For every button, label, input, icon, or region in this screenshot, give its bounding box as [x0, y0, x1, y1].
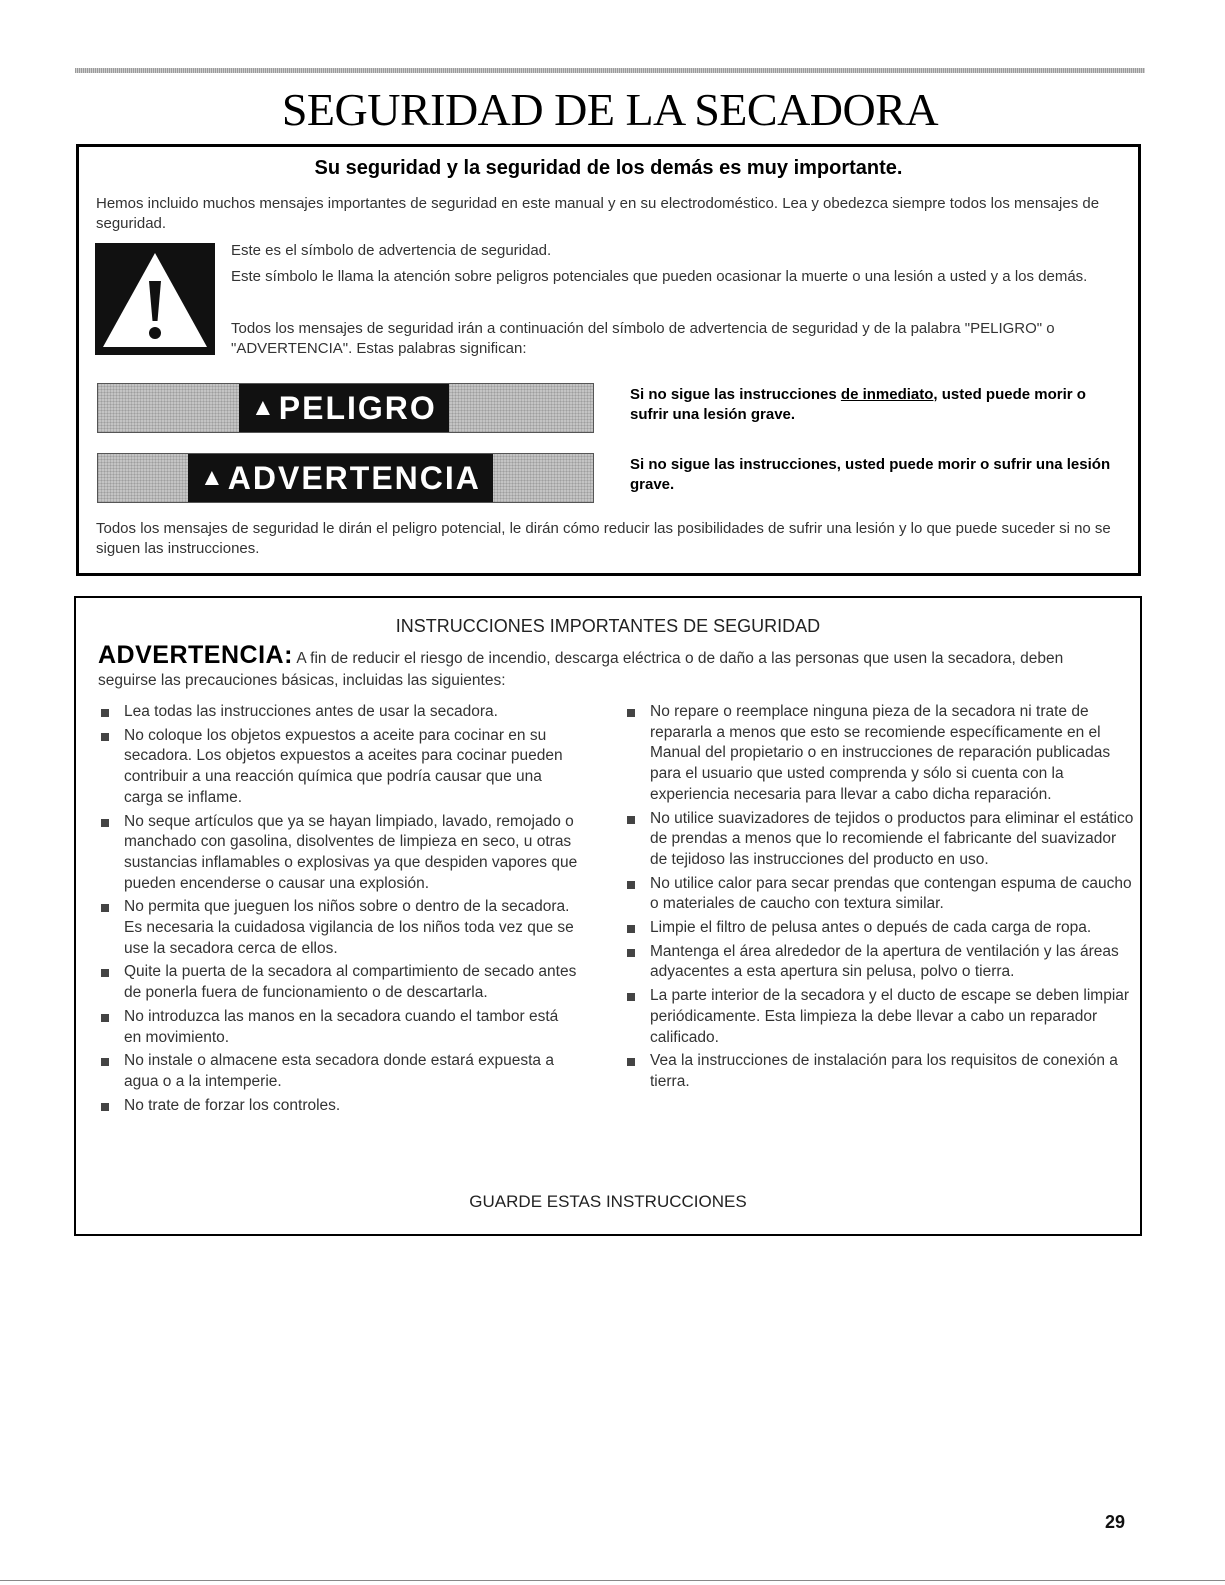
instruction-item [94, 1007, 579, 1048]
symbol-description-2: Este símbolo le llama la atención sobre peligros potenciales que pueden ocasionar la muerte o una lesión a usted y a los demás. [231, 268, 1088, 285]
left-instruction-list [94, 702, 579, 1119]
page-title: SEGURIDAD DE LA SECADORA [281, 84, 939, 135]
peligro-signal-bar [97, 383, 594, 433]
peligro-warning-icon: ▲ [251, 394, 277, 421]
square-bullet-icon [627, 881, 635, 889]
peligro-meaning: Si no sigue las instrucciones de inmediato, usted puede morir o sufrir una lesión grave. [630, 386, 1086, 423]
square-bullet-icon [101, 1103, 109, 1111]
instruction-item [620, 702, 1135, 806]
square-bullet-icon [101, 733, 109, 741]
instruction-text: No utilice suavizadores de tejidos o productos para eliminar el estático de prendas a menos que lo recomiende el fabricante del suavizador de tejidoso las instrucciones del producto en uso. [650, 809, 1134, 868]
advertencia-meaning: Si no sigue las instrucciones, usted puede morir o sufrir una lesión grave. [630, 456, 1111, 493]
instruction-item [94, 962, 579, 1003]
safety-intro: Hemos incluido muchos mensajes importantes de seguridad en este manual y en su electrodoméstico. Lea y obedezca siempre todos los mensajes de seguridad. [96, 195, 1100, 232]
instructions-box [74, 596, 1142, 1236]
square-bullet-icon [627, 1058, 635, 1066]
top-rule [75, 68, 1145, 73]
instruction-text: Quite la puerta de la secadora al compartimiento de secado antes de ponerla fuera de funcionamiento o de descartarla. [124, 963, 577, 1002]
square-bullet-icon [101, 1058, 109, 1066]
square-bullet-icon [101, 819, 109, 827]
square-bullet-icon [627, 816, 635, 824]
right-instruction-list [620, 702, 1135, 1096]
square-bullet-icon [627, 949, 635, 957]
instruction-text: No repare o reemplace ninguna pieza de la secadora ni trate de repararla a menos que esto se recomiende específicamente en el Manual del propietario o en instrucciones de reparación publicadas para el usuario que usted comprenda y sólo si cuenta con la experiencia necesaria para llevar a cabo dicha reparación. [650, 703, 1111, 803]
instruction-text: Limpie el filtro de pelusa antes o depués de cada carga de ropa. [650, 919, 1092, 937]
bottom-rule [0, 1580, 1225, 1581]
instruction-item [620, 1051, 1135, 1092]
instruction-item [620, 918, 1135, 939]
instruction-item [94, 897, 579, 959]
peligro-label: ▲ PELIGRO [239, 384, 449, 432]
warning-triangle-icon [95, 243, 215, 355]
instructions-footer: GUARDE ESTAS INSTRUCCIONES [469, 1192, 747, 1211]
symbol-description-3: Todos los mensajes de seguridad irán a continuación del símbolo de advertencia de seguridad y de la palabra "PELIGRO" o "ADVERTENCIA". Estas palabras significan: [231, 320, 1055, 357]
instruction-item [620, 986, 1135, 1048]
instruction-text: Vea la instrucciones de instalación para los requisitos de conexión a tierra. [650, 1052, 1118, 1090]
instruction-item [94, 812, 579, 895]
instruction-item [620, 942, 1135, 983]
instruction-text: No instale o almacene esta secadora donde estará expuesta a agua o a la intemperie. [124, 1052, 554, 1090]
safety-notice-box [76, 144, 1141, 576]
instruction-item [620, 809, 1135, 871]
square-bullet-icon [101, 904, 109, 912]
advertencia-label: ▲ ADVERTENCIA [188, 454, 493, 502]
advertencia-signal-bar [97, 453, 594, 503]
square-bullet-icon [627, 993, 635, 1001]
symbol-description-1: Este es el símbolo de advertencia de seguridad. [231, 242, 552, 259]
instruction-text: No permita que jueguen los niños sobre o dentro de la secadora. Es necesaria la cuidadosa vigilancia de los niños toda vez que se use la secadora cerca de ellos. [124, 898, 574, 957]
instruction-text: No utilice calor para secar prendas que contengan espuma de caucho o materiales de caucho con textura similar. [650, 874, 1132, 913]
instruction-item [94, 1096, 579, 1117]
instruction-text: Mantenga el área alrededor de la apertura de ventilación y las áreas adyacentes a esta apertura sin pelusa, polvo o tierra. [650, 942, 1119, 981]
instruction-text: La parte interior de la secadora y el ducto de escape se deben limpiar periódicamente. Esta limpieza la debe llevar a cabo un reparador calificado. [650, 987, 1130, 1046]
instruction-text: Lea todas las instrucciones antes de usar la secadora. [124, 703, 498, 720]
safety-closing: Todos los mensajes de seguridad le dirán el peligro potencial, le dirán cómo reducir las posibilidades de sufrir una lesión y lo que puede suceder si no se siguen las instrucciones. [96, 520, 1111, 557]
instruction-text: No introduzca las manos en la secadora cuando el tambor está en movimiento. [124, 1007, 559, 1046]
instruction-text: No seque artículos que ya se hayan limpiado, lavado, remojado o manchado con gasolina, disolventes de limpieza en seco, u otras sustancias inflamables o explosivas ya que despiden vapores que pueden encenderse o causar una explosión. [124, 812, 578, 892]
square-bullet-icon [627, 925, 635, 933]
square-bullet-icon [627, 709, 635, 717]
instruction-text: No coloque los objetos expuestos a aceite para cocinar en su secadora. Los objetos expuestos a aceites para cocinar pueden contribuir a una reacción química que podría causar que una carga se inflame. [124, 726, 563, 806]
advertencia-warning-icon: ▲ [200, 464, 226, 491]
instructions-heading: INSTRUCCIONES IMPORTANTES DE SEGURIDAD [395, 616, 821, 636]
instructions-warning: ADVERTENCIA: A fin de reducir el riesgo de incendio, descarga eléctrica o de daño a las personas que usen la secadora, deben seguirse las precauciones básicas, incluidas las siguientes: [98, 641, 1064, 689]
instruction-item [94, 726, 579, 809]
square-bullet-icon [101, 1014, 109, 1022]
instruction-item [94, 1051, 579, 1092]
square-bullet-icon [101, 969, 109, 977]
page-number: 29 [1105, 1512, 1126, 1532]
instruction-item [94, 702, 579, 723]
instruction-text: No trate de forzar los controles. [124, 1096, 341, 1114]
safety-heading: Su seguridad y la seguridad de los demás es muy importante. [314, 157, 903, 179]
square-bullet-icon [101, 709, 109, 717]
instruction-item [620, 874, 1135, 915]
